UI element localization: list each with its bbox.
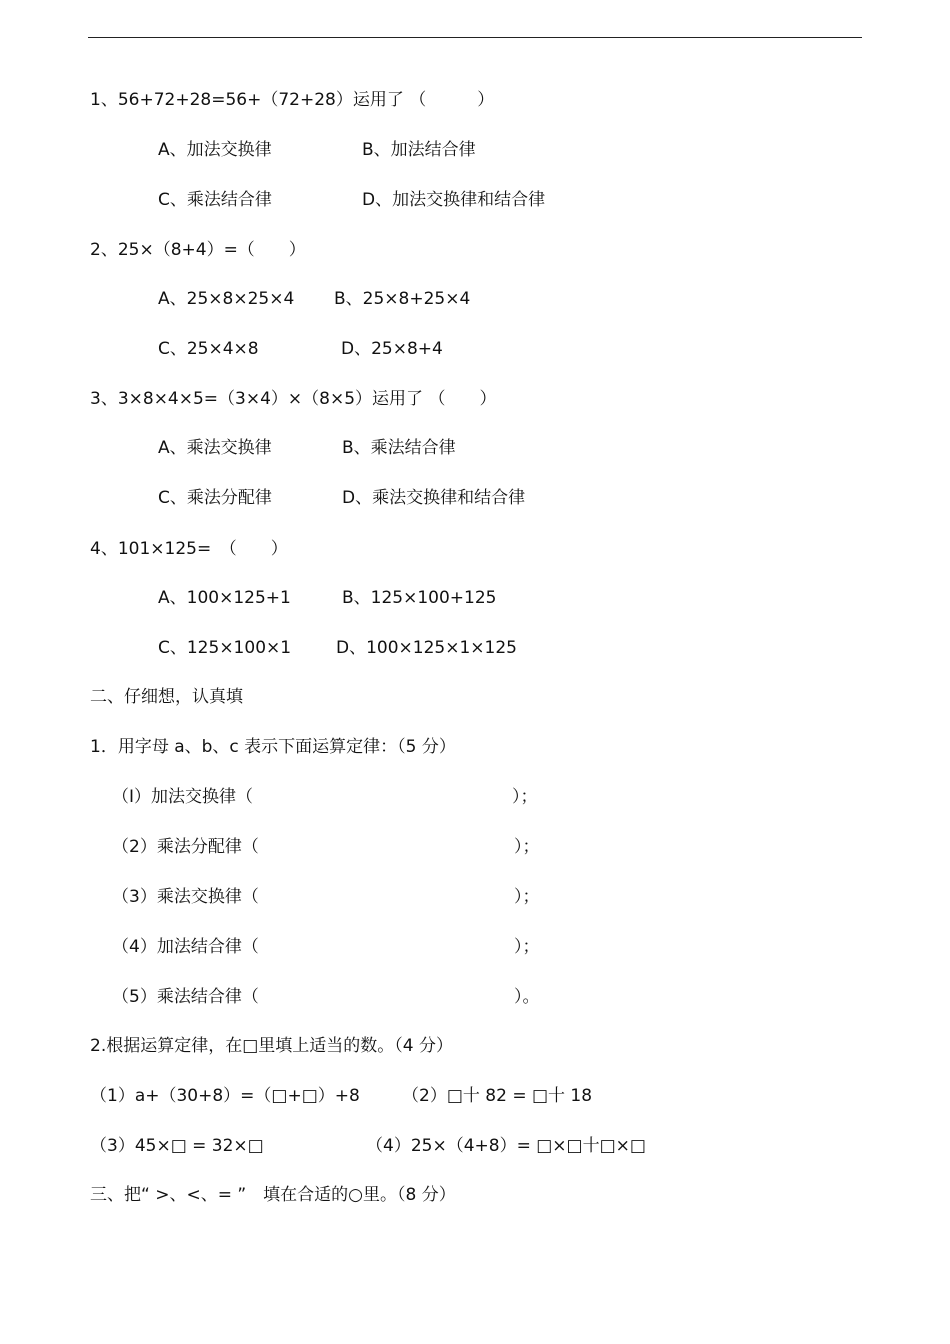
section-3-title: 三、把“ >、<、= ” 填在合适的○里。（8 分） [90, 1185, 456, 1205]
section-2-question-1-stem: 1．用字母 a、b、c 表示下面运算定律：（5 分） [90, 737, 456, 757]
question-2-option-a: A、25×8×25×4 [158, 289, 295, 309]
law-item-2-end: ）； [514, 837, 540, 857]
law-item-1-end: ）； [512, 787, 538, 807]
law-item-1-label: （I）加法交换律（ [112, 787, 254, 807]
question-2-option-c: C、25×4×8 [158, 339, 259, 359]
question-1-option-d: D、加法交换律和结合律 [362, 190, 546, 210]
law-item-3-end: ）； [514, 887, 540, 907]
law-item-5-label: （5）乘法结合律（ [112, 987, 259, 1007]
question-1-option-b: B、加法结合律 [362, 140, 476, 160]
law-item-2-label: （2）乘法分配律（ [112, 837, 259, 857]
question-3-option-b: B、乘法结合律 [342, 438, 456, 458]
question-3-option-c: C、乘法分配律 [158, 488, 272, 508]
law-item-5-end: ）。 [514, 987, 540, 1007]
question-2-option-b: B、25×8+25×4 [334, 289, 471, 309]
question-3-option-a: A、乘法交换律 [158, 438, 272, 458]
question-4-option-a: A、100×125+1 [158, 588, 291, 608]
question-1-stem: 1、56+72+28=56+（72+28）运用了 （ ） [90, 90, 495, 110]
law-item-4-end: ）； [514, 937, 540, 957]
fill-box-part-4: （4）25×（4+8）= □×□十□×□ [366, 1136, 646, 1156]
question-3-option-d: D、乘法交换律和结合律 [342, 488, 526, 508]
question-2-option-d: D、25×8+4 [341, 339, 443, 359]
fill-box-part-3: （3）45×□ = 32×□ [90, 1136, 264, 1156]
question-2-stem: 2、25×（8+4）=（ ） [90, 240, 306, 260]
section-2-title: 二、仔细想，认真填 [90, 687, 243, 707]
question-4-stem: 4、101×125= （ ） [90, 539, 288, 559]
question-4-option-b: B、125×100+125 [342, 588, 497, 608]
question-1-option-a: A、加法交换律 [158, 140, 272, 160]
question-4-option-c: C、125×100×1 [158, 638, 292, 658]
fill-box-part-1: （1）a+（30+8）=（□+□）+8 [90, 1086, 360, 1106]
fill-box-part-2: （2）□十 82 = □十 18 [402, 1086, 593, 1106]
law-item-3-label: （3）乘法交换律（ [112, 887, 259, 907]
question-3-stem: 3、3×8×4×5=（3×4）×（8×5）运用了 （ ） [90, 389, 497, 409]
law-item-4-label: （4）加法结合律（ [112, 937, 259, 957]
header-rule [88, 37, 862, 38]
question-1-option-c: C、乘法结合律 [158, 190, 272, 210]
section-2-question-2-stem: 2.根据运算定律，在□里填上适当的数。（4 分） [90, 1036, 454, 1056]
question-4-option-d: D、100×125×1×125 [336, 638, 517, 658]
